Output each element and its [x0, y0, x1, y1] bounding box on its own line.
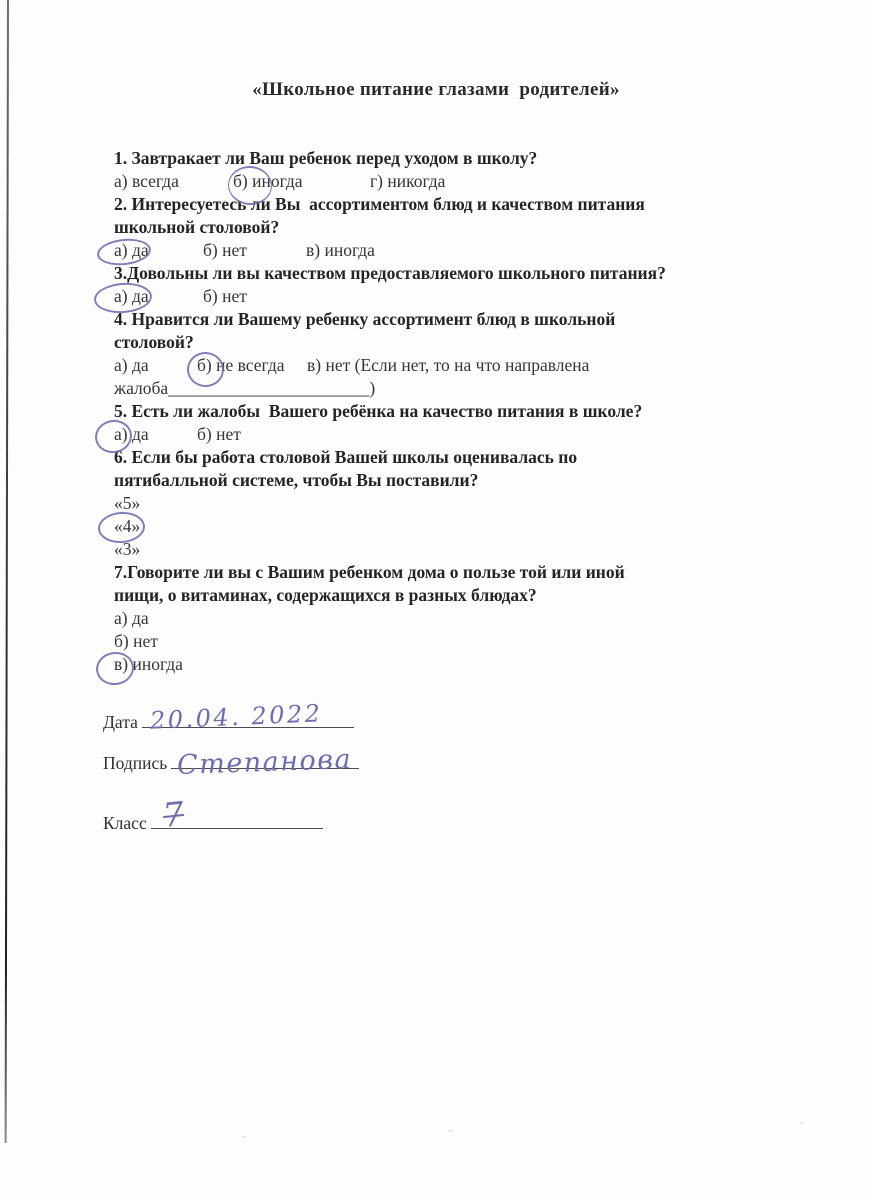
- handwritten-signature: Степанова: [176, 743, 353, 782]
- question-7: [114, 561, 782, 676]
- question-4-text-line1: 4. Нравится ли Вашему ребенку ассортимент блюд в школьной: [114, 309, 616, 329]
- question-3-options: [114, 285, 782, 308]
- q6-grade-3: [114, 538, 782, 561]
- scan-speck: [242, 1136, 246, 1138]
- date-label: Дата: [103, 712, 138, 732]
- question-3: [114, 262, 782, 308]
- q6-option-5: «5»: [114, 493, 141, 513]
- question-1: [114, 147, 782, 193]
- q6-option-3: «3»: [114, 539, 141, 559]
- question-5: [114, 400, 782, 446]
- question-4: [114, 308, 782, 400]
- question-7-text-line2: пищи, о витаминах, содержащихся в разных блюдах?: [114, 585, 537, 605]
- q6-option-4-circled: «4»: [114, 516, 141, 536]
- q2-option-v: в) иногда: [306, 240, 375, 260]
- signature-row: [103, 743, 359, 782]
- scan-edge-artifact: [5, 0, 9, 1143]
- q6-grade-4: [114, 515, 782, 538]
- q6-grade-5: [114, 492, 782, 515]
- question-6-text-line2: пятибалльной системе, чтобы Вы поставили?: [114, 470, 479, 490]
- question-4-text-line2: столовой?: [114, 332, 194, 352]
- handwritten-class: 7: [160, 794, 186, 835]
- q5-option-a-circled: а) да: [114, 424, 149, 444]
- question-2: [114, 193, 782, 262]
- form-title: «Школьное питание глазами родителей»: [252, 79, 620, 100]
- q7-option-b: б) нет: [114, 631, 158, 651]
- scan-speck: [448, 1130, 453, 1132]
- question-3-text: 3.Довольны ли вы качеством предоставляемого школьного питания?: [114, 263, 666, 283]
- q7-row-b: [114, 630, 782, 653]
- handwritten-date: 20.04. 2022: [149, 699, 323, 735]
- question-2-text-line1: 2. Интересуетесь ли Вы ассортиментом блюд и качеством питания: [114, 194, 645, 214]
- date-row: [103, 699, 354, 735]
- question-5-text: 5. Есть ли жалобы Вашего ребёнка на качество питания в школе?: [114, 401, 643, 421]
- class-row: [103, 794, 323, 835]
- class-label: Класс: [103, 813, 147, 833]
- question-6-text-line1: 6. Если бы работа столовой Вашей школы оценивалась по: [114, 447, 578, 467]
- question-7-text-line1: 7.Говорите ли вы с Вашим ребенком дома о пользе той или иной: [114, 562, 625, 582]
- q1-option-g: г) никогда: [370, 171, 446, 191]
- question-1-text: 1. Завтракает ли Ваш ребенок перед уходом в школу?: [114, 148, 538, 168]
- question-4-options: [114, 354, 782, 377]
- q4-option-v: в) нет (Если нет, то на что направлена: [307, 355, 590, 375]
- question-5-options: [114, 423, 782, 446]
- q7-option-v-circled: в) иногда: [114, 654, 183, 674]
- questionnaire-body: [114, 147, 782, 676]
- q4-option-b-circled: б) не всегда: [197, 355, 285, 375]
- signature-blank-line: [171, 743, 359, 782]
- scan-speck: [800, 1122, 804, 1124]
- q3-option-b: б) нет: [203, 286, 247, 306]
- q1-option-a: а) всегда: [114, 171, 179, 191]
- question-6: [114, 446, 782, 561]
- q2-option-b: б) нет: [203, 240, 247, 260]
- question-1-options: [114, 170, 782, 193]
- q4-option-a: а) да: [114, 355, 149, 375]
- q7-option-a: а) да: [114, 608, 149, 628]
- question-2-text-line2: школьной столовой?: [114, 217, 280, 237]
- q1-option-b-circled: б) иногда: [233, 171, 303, 191]
- signature-label: Подпись: [103, 753, 168, 773]
- q5-option-b: б) нет: [197, 424, 241, 444]
- q3-option-a-circled: а) да: [114, 286, 149, 306]
- q7-row-a: [114, 607, 782, 630]
- question-2-options: [114, 239, 782, 262]
- q7-row-v: [114, 653, 782, 676]
- q4-complaint-blank-line: жалоба_______________________): [114, 378, 376, 398]
- date-blank-line: [142, 699, 354, 735]
- q2-option-a-circled: а) да: [114, 240, 149, 260]
- class-blank-line: [151, 794, 323, 835]
